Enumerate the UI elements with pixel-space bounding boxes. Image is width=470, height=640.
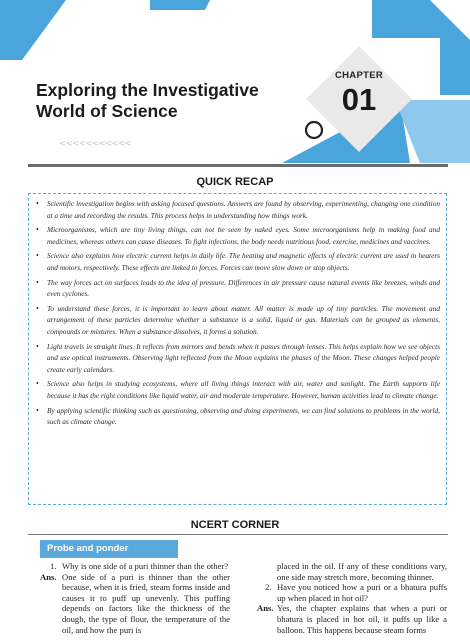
recap-point: • Light travels in straight lines. It reflects from mirrors and bends when it passes through lenses. This helps explain how we see objects and use optical instruments. Observing light reflected from the Moon explains the phases of the Moon. These changes helped people create early calendars.: [36, 341, 440, 376]
header-divider: [28, 164, 448, 167]
answer-item: [257, 603, 447, 635]
answer-continuation: [257, 561, 447, 582]
recap-point: • By applying scientific thinking such as questioning, observing and doing experiments, we can find solutions to problems in the world, such as climate change.: [36, 405, 440, 428]
chapter-number: 01: [341, 82, 377, 117]
question-number: 1.: [50, 561, 57, 571]
question-text: Have you noticed how a puri or a bhatura puffs up when placed in hot oil?: [277, 582, 447, 603]
chapter-title-line1: Exploring the Investigative: [36, 80, 259, 100]
ncert-corner-heading: NCERT CORNER: [190, 519, 280, 531]
question-number: 2.: [265, 582, 272, 593]
answer-text: placed in the oil. If any of these conditions vary, one side may stretch more, becoming thinner.: [277, 561, 447, 582]
chapter-label: CHAPTER: [334, 70, 384, 81]
right-column: [257, 561, 447, 635]
answer-label: Ans.: [257, 603, 274, 614]
question-item: [257, 582, 447, 603]
chapter-title-line2: World of Science: [36, 101, 178, 121]
question-text: Why is one side of a puri thinner than the other?: [62, 561, 229, 571]
recap-point: • To understand these forces, it is important to learn about matter. All matter is made up of tiny particles. The movement and arrangement of these particles determine whether a substance is a solid, liquid or gas. Materials can be grouped as elements, compounds or mixtures. When a substance dissolves, it forms a solution.: [36, 303, 440, 338]
recap-point: • Scientific investigation begins with asking focused questions. Answers are found by observing, experimenting, changing one condition at a time and recording the results. This process helps in understanding how things work.: [36, 198, 440, 221]
decor-arrows: <<<<<<<<<<<: [59, 139, 131, 149]
recap-point: • Science also explains how electric current helps in daily life. The heating and magnetic effects of electric current are used in heaters and motors, respectively. These effects are linked to forces. Forces can move slow down or stop objects.: [36, 250, 440, 273]
answer-item: [40, 572, 230, 636]
recap-point: • Science also helps in studying ecosystems, where all living things interact with air, water and sunlight. The Earth supports life because it has the right conditions like liquid water, air and moderate temperature. However, human activities lead to climate change.: [36, 378, 440, 401]
probe-and-ponder-label: Probe and ponder: [40, 540, 178, 558]
chapter-title: [36, 80, 296, 122]
answer-label: Ans.: [40, 571, 57, 582]
answer-text: One side of a puri is thinner than the other because, when it is fried, steam forms inside and causes it to puff up unevenly. This puffing depends on factors like the thickness of the dough, the type of flour, the temperature of the oil, and how the puri is: [62, 571, 230, 635]
outline-circle: [306, 122, 322, 138]
recap-point: • The way forces act on surfaces leads to the idea of pressure. Differences in air pressure cause natural events like breezes, winds and even cyclones.: [36, 277, 440, 300]
question-item: [40, 561, 230, 572]
ncert-divider: [28, 534, 448, 535]
answer-text: Yes, the chapter explains that when a puri or bhatura is placed in hot oil, it puffs up like a balloon. This happens because steam forms: [277, 603, 447, 635]
top-band-blue: [150, 0, 210, 10]
quick-recap-heading: QUICK RECAP: [196, 176, 274, 188]
left-column: [40, 561, 230, 635]
quick-recap-list: [36, 198, 440, 431]
recap-point: • Microorganisms, which are tiny living things, can not be seen by naked eyes. Some microorganisms help in making food and medicines, whereas others can cause diseases. To fight infections, the body needs nutritious food, exercise, medicines and vaccines.: [36, 224, 440, 247]
